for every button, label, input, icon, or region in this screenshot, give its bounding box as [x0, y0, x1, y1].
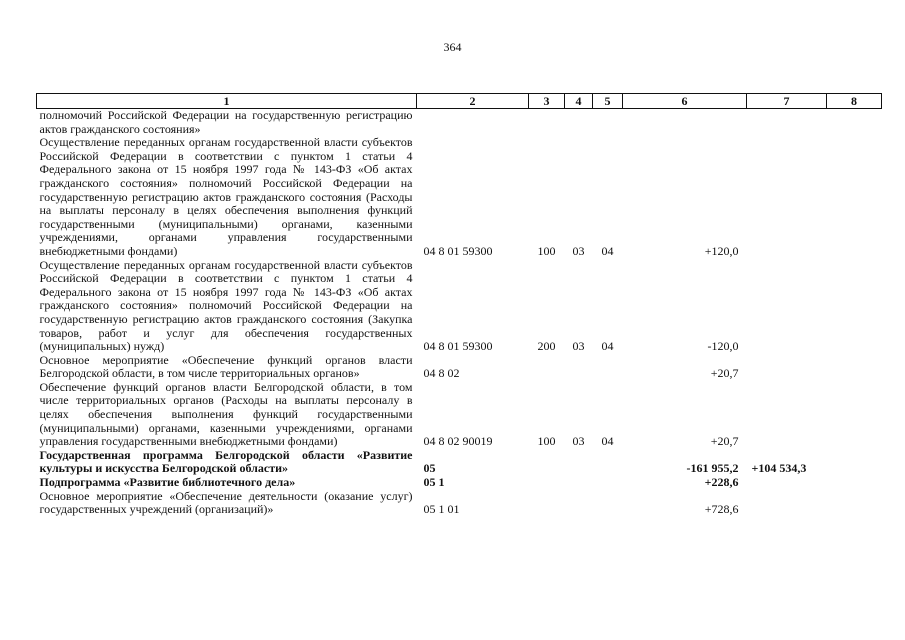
row-amount-next-year: [747, 259, 827, 354]
row-amount: +728,6: [704, 502, 739, 517]
row-name: полномочий Российской Федерации на государственную регистрацию актов гражданского состояния»: [39, 108, 413, 136]
row-code: [417, 109, 529, 137]
row-amount-col-8: [827, 476, 882, 490]
row-subsection: 04: [601, 243, 614, 258]
row-section: [565, 354, 593, 381]
row-amount: -120,0: [707, 339, 739, 354]
table-row: [37, 381, 882, 449]
table-row: [37, 136, 882, 258]
row-amount-col-8: [827, 449, 882, 476]
row-amount-next-year: [747, 354, 827, 381]
row-subsection: [593, 109, 623, 137]
row-amount-col-8: [827, 490, 882, 517]
row-code: 04 8 02 90019: [423, 434, 493, 449]
table-header-row: [37, 94, 882, 109]
row-expense-type: [529, 449, 565, 476]
row-code: 04 8 01 59300: [423, 243, 493, 258]
row-amount-next-year: [747, 476, 827, 490]
table-row: [37, 354, 882, 381]
table-row: [37, 259, 882, 354]
row-section: [565, 476, 593, 490]
column-header-8: 8: [827, 94, 882, 109]
row-expense-type: [529, 490, 565, 517]
row-code: 04 8 02: [423, 366, 460, 381]
row-code: 05 1: [423, 475, 445, 490]
row-amount-next-year: [747, 109, 827, 137]
row-subsection: [593, 476, 623, 490]
row-name: Основное мероприятие «Обеспечение деятельности (оказание услуг) государственных учреждений (организаций)»: [39, 488, 413, 517]
table-row: [37, 476, 882, 490]
row-expense-type: [529, 476, 565, 490]
row-expense-type: [529, 354, 565, 381]
row-expense-type: [529, 109, 565, 137]
row-code: 05 1 01: [423, 502, 460, 517]
row-amount: +20,7: [710, 366, 739, 381]
row-amount: +120,0: [704, 243, 739, 258]
row-amount: -161 955,2: [686, 461, 739, 476]
column-header-1: 1: [37, 94, 417, 109]
row-name: Осуществление переданных органам государственной власти субъектов Российской Федерации в соответствии с пунктом 1 статьи 4 Федерального закона от 15 ноября 1997 года № 143-ФЗ «Об актах гражданского состояния» полномочий Российской Федерации на государственную регистрацию актов гражданского состояния (Расходы на выплаты персоналу в целях обеспечения выполнения функций государственными (муниципальными) органами, казенными учреждениями, органами управления государственными внебюджетными фондами): [39, 135, 413, 258]
row-amount-col-8: [827, 259, 882, 354]
row-section: [565, 109, 593, 137]
row-code: 05: [423, 461, 436, 476]
row-subsection: [593, 490, 623, 517]
column-header-3: 3: [529, 94, 565, 109]
table-row: [37, 490, 882, 517]
row-name: Государственная программа Белгородской области «Развитие культуры и искусства Белгородской области»: [39, 447, 413, 476]
row-expense-type: 200: [537, 339, 556, 354]
row-amount-next-year: [747, 381, 827, 449]
row-subsection: [593, 354, 623, 381]
row-amount-next-year: +104 534,3: [751, 461, 807, 476]
row-name: Подпрограмма «Развитие библиотечного дела»: [39, 475, 296, 490]
table-body: [37, 109, 882, 517]
row-section: 03: [572, 339, 585, 354]
row-section: [565, 449, 593, 476]
budget-table: [36, 93, 882, 517]
row-section: 03: [572, 243, 585, 258]
row-amount-col-8: [827, 109, 882, 137]
row-section: 03: [572, 434, 585, 449]
row-section: [565, 490, 593, 517]
row-name: Обеспечение функций органов власти Белгородской области, в том числе территориальных органов (Расходы на выплаты персоналу в целях обеспечения выполнения функций государственными (муниципальными) органами, казенными учреждениями, органами управления государственными внебюджетными фондами): [39, 379, 413, 449]
budget-table-container: [36, 93, 881, 517]
table-row: [37, 449, 882, 476]
table-row: [37, 109, 882, 137]
row-amount-col-8: [827, 381, 882, 449]
row-amount: +20,7: [710, 434, 739, 449]
column-header-7: 7: [747, 94, 827, 109]
row-subsection: 04: [601, 434, 614, 449]
row-name: Основное мероприятие «Обеспечение функций органов власти Белгородской области, в том числе территориальных органов»: [39, 352, 413, 381]
row-expense-type: 100: [537, 243, 556, 258]
row-amount-col-8: [827, 136, 882, 258]
row-name: Осуществление переданных органам государственной власти субъектов Российской Федерации в соответствии с пунктом 1 статьи 4 Федерального закона от 15 ноября 1997 года № 143-ФЗ «Об актах гражданского состояния» полномочий Российской Федерации на государственную регистрацию актов гражданского состояния (Закупка товаров, работ и услуг для обеспечения государственных (муниципальных) нужд): [39, 257, 413, 354]
row-amount-next-year: [747, 490, 827, 517]
column-header-6: 6: [623, 94, 747, 109]
row-subsection: 04: [601, 339, 614, 354]
column-header-5: 5: [593, 94, 623, 109]
row-amount: [623, 109, 747, 137]
column-header-2: 2: [417, 94, 529, 109]
row-amount-next-year: [747, 136, 827, 258]
column-header-4: 4: [565, 94, 593, 109]
row-expense-type: 100: [537, 434, 556, 449]
page-number: 364: [443, 40, 462, 54]
row-amount: +228,6: [704, 475, 739, 490]
row-code: 04 8 01 59300: [423, 339, 493, 354]
row-amount-col-8: [827, 354, 882, 381]
row-subsection: [593, 449, 623, 476]
